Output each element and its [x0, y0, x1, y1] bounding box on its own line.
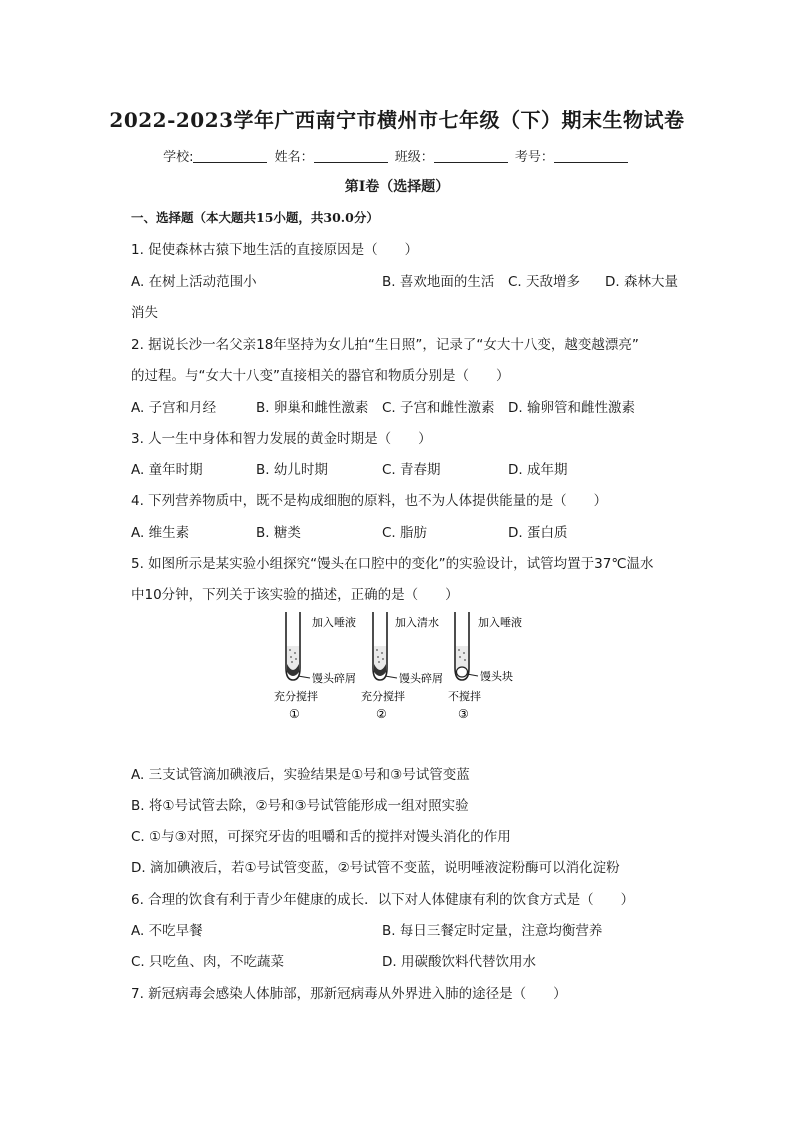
school-label: 学校:: [163, 150, 194, 165]
q4-option-c: C. 脂肪: [382, 525, 428, 541]
q6-option-a: A. 不吃早餐: [131, 923, 203, 939]
q4-option-d: D. 蛋白质: [508, 525, 568, 541]
q1-option-d-continuation: 消失: [131, 305, 158, 321]
question-5-stem-line2: 中10分钟，下列关于该实验的描述，正确的是（ ）: [131, 587, 459, 603]
tube-2-side-label: 馒头碎屑: [399, 672, 443, 685]
q6-option-c: C. 只吃鱼、肉，不吃蔬菜: [131, 954, 285, 970]
tube-3-bottom-label: 不搅拌: [448, 690, 481, 703]
tube-3-side-label: 馒头块: [480, 670, 513, 683]
tube-3-top-label: 加入唾液: [478, 616, 522, 629]
question-4-stem: 4. 下列营养物质中，既不是构成细胞的原料，也不为人体提供能量的是（ ）: [131, 493, 608, 509]
tube-3-number: ③: [458, 707, 469, 721]
tube-1-top-label: 加入唾液: [312, 616, 356, 629]
tube-1-number: ①: [289, 707, 300, 721]
q5-option-d: D. 滴加碘液后，若①号试管变蓝，②号试管不变蓝，说明唾液淀粉酶可以消化淀粉: [131, 860, 620, 876]
q4-option-a: A. 维生素: [131, 525, 190, 541]
q1-option-b: B. 喜欢地面的生活: [382, 274, 495, 290]
test-tube-diagram: [268, 606, 538, 726]
q4-option-b: B. 糖类: [256, 525, 301, 541]
q2-option-c: C. 子宫和雌性激素: [382, 400, 495, 416]
student-info-line: [0, 146, 794, 165]
class-blank: [434, 148, 508, 163]
tube-1-bottom-label: 充分搅拌: [274, 690, 318, 703]
question-2-stem-line1: 2. 据说长沙一名父亲18年坚持为女儿拍“生日照”，记录了“女大十八变，越变越漂亮”: [131, 337, 639, 353]
name-blank: [314, 148, 388, 163]
question-2-stem-line2: 的过程。与“女大十八变”直接相关的器官和物质分别是（ ）: [131, 368, 510, 384]
q3-option-a: A. 童年时期: [131, 462, 203, 478]
test-tube-3: [448, 612, 522, 721]
tube-2-number: ②: [376, 707, 387, 721]
question-1-stem: 1. 促使森林古猿下地生活的直接原因是（ ）: [131, 242, 419, 258]
question-6-stem: 6. 合理的饮食有利于青少年健康的成长．以下对人体健康有利的饮食方式是（ ）: [131, 892, 635, 908]
q2-option-d: D. 输卵管和雌性激素: [508, 400, 635, 416]
q1-option-c: C. 天敌增多: [508, 274, 581, 290]
test-tube-2: [361, 612, 443, 721]
test-tube-experiment-figure: [268, 606, 538, 726]
exam-title: 2022-2023学年广西南宁市横州市七年级（下）期末生物试卷: [109, 108, 685, 132]
q2-option-b: B. 卵巢和雌性激素: [256, 400, 369, 416]
question-3-stem: 3. 人一生中身体和智力发展的黄金时期是（ ）: [131, 431, 432, 447]
tube-2-top-label: 加入清水: [395, 616, 439, 629]
q6-option-b: B. 每日三餐定时定量，注意均衡营养: [382, 923, 603, 939]
exam-no-label: 考号：: [514, 150, 554, 165]
name-label: 姓名：: [274, 150, 314, 165]
question-5-stem-line1: 5. 如图所示是某实验小组探究“馒头在口腔中的变化”的实验设计，试管均置于37℃温水: [131, 556, 654, 572]
q6-option-d: D. 用碳酸饮料代替饮用水: [382, 954, 536, 970]
q5-option-b: B. 将①号试管去除，②号和③号试管能形成一组对照实验: [131, 798, 469, 814]
q2-option-a: A. 子宫和月经: [131, 400, 217, 416]
part-title: 第I卷（选择题）: [344, 179, 450, 195]
q5-option-c: C. ①与③对照，可探究牙齿的咀嚼和舌的搅拌对馒头消化的作用: [131, 829, 511, 845]
tube-2-bottom-label: 充分搅拌: [361, 690, 405, 703]
q1-option-d: D. 森林大量: [605, 274, 678, 290]
exam-no-blank: [554, 148, 628, 163]
test-tube-1: [274, 612, 356, 721]
question-7-stem: 7. 新冠病毒会感染人体肺部，那新冠病毒从外界进入肺的途径是（ ）: [131, 986, 567, 1002]
q1-option-a: A. 在树上活动范围小: [131, 274, 257, 290]
q3-option-d: D. 成年期: [508, 462, 568, 478]
q3-option-b: B. 幼儿时期: [256, 462, 328, 478]
q3-option-c: C. 青春期: [382, 462, 441, 478]
class-label: 班级：: [394, 150, 434, 165]
section-title: 一、选择题（本大题共15小题，共30.0分）: [131, 210, 379, 225]
tube-1-side-label: 馒头碎屑: [312, 672, 356, 685]
q5-option-a: A. 三支试管滴加碘液后，实验结果是①号和③号试管变蓝: [131, 767, 470, 783]
school-blank: [193, 148, 267, 163]
